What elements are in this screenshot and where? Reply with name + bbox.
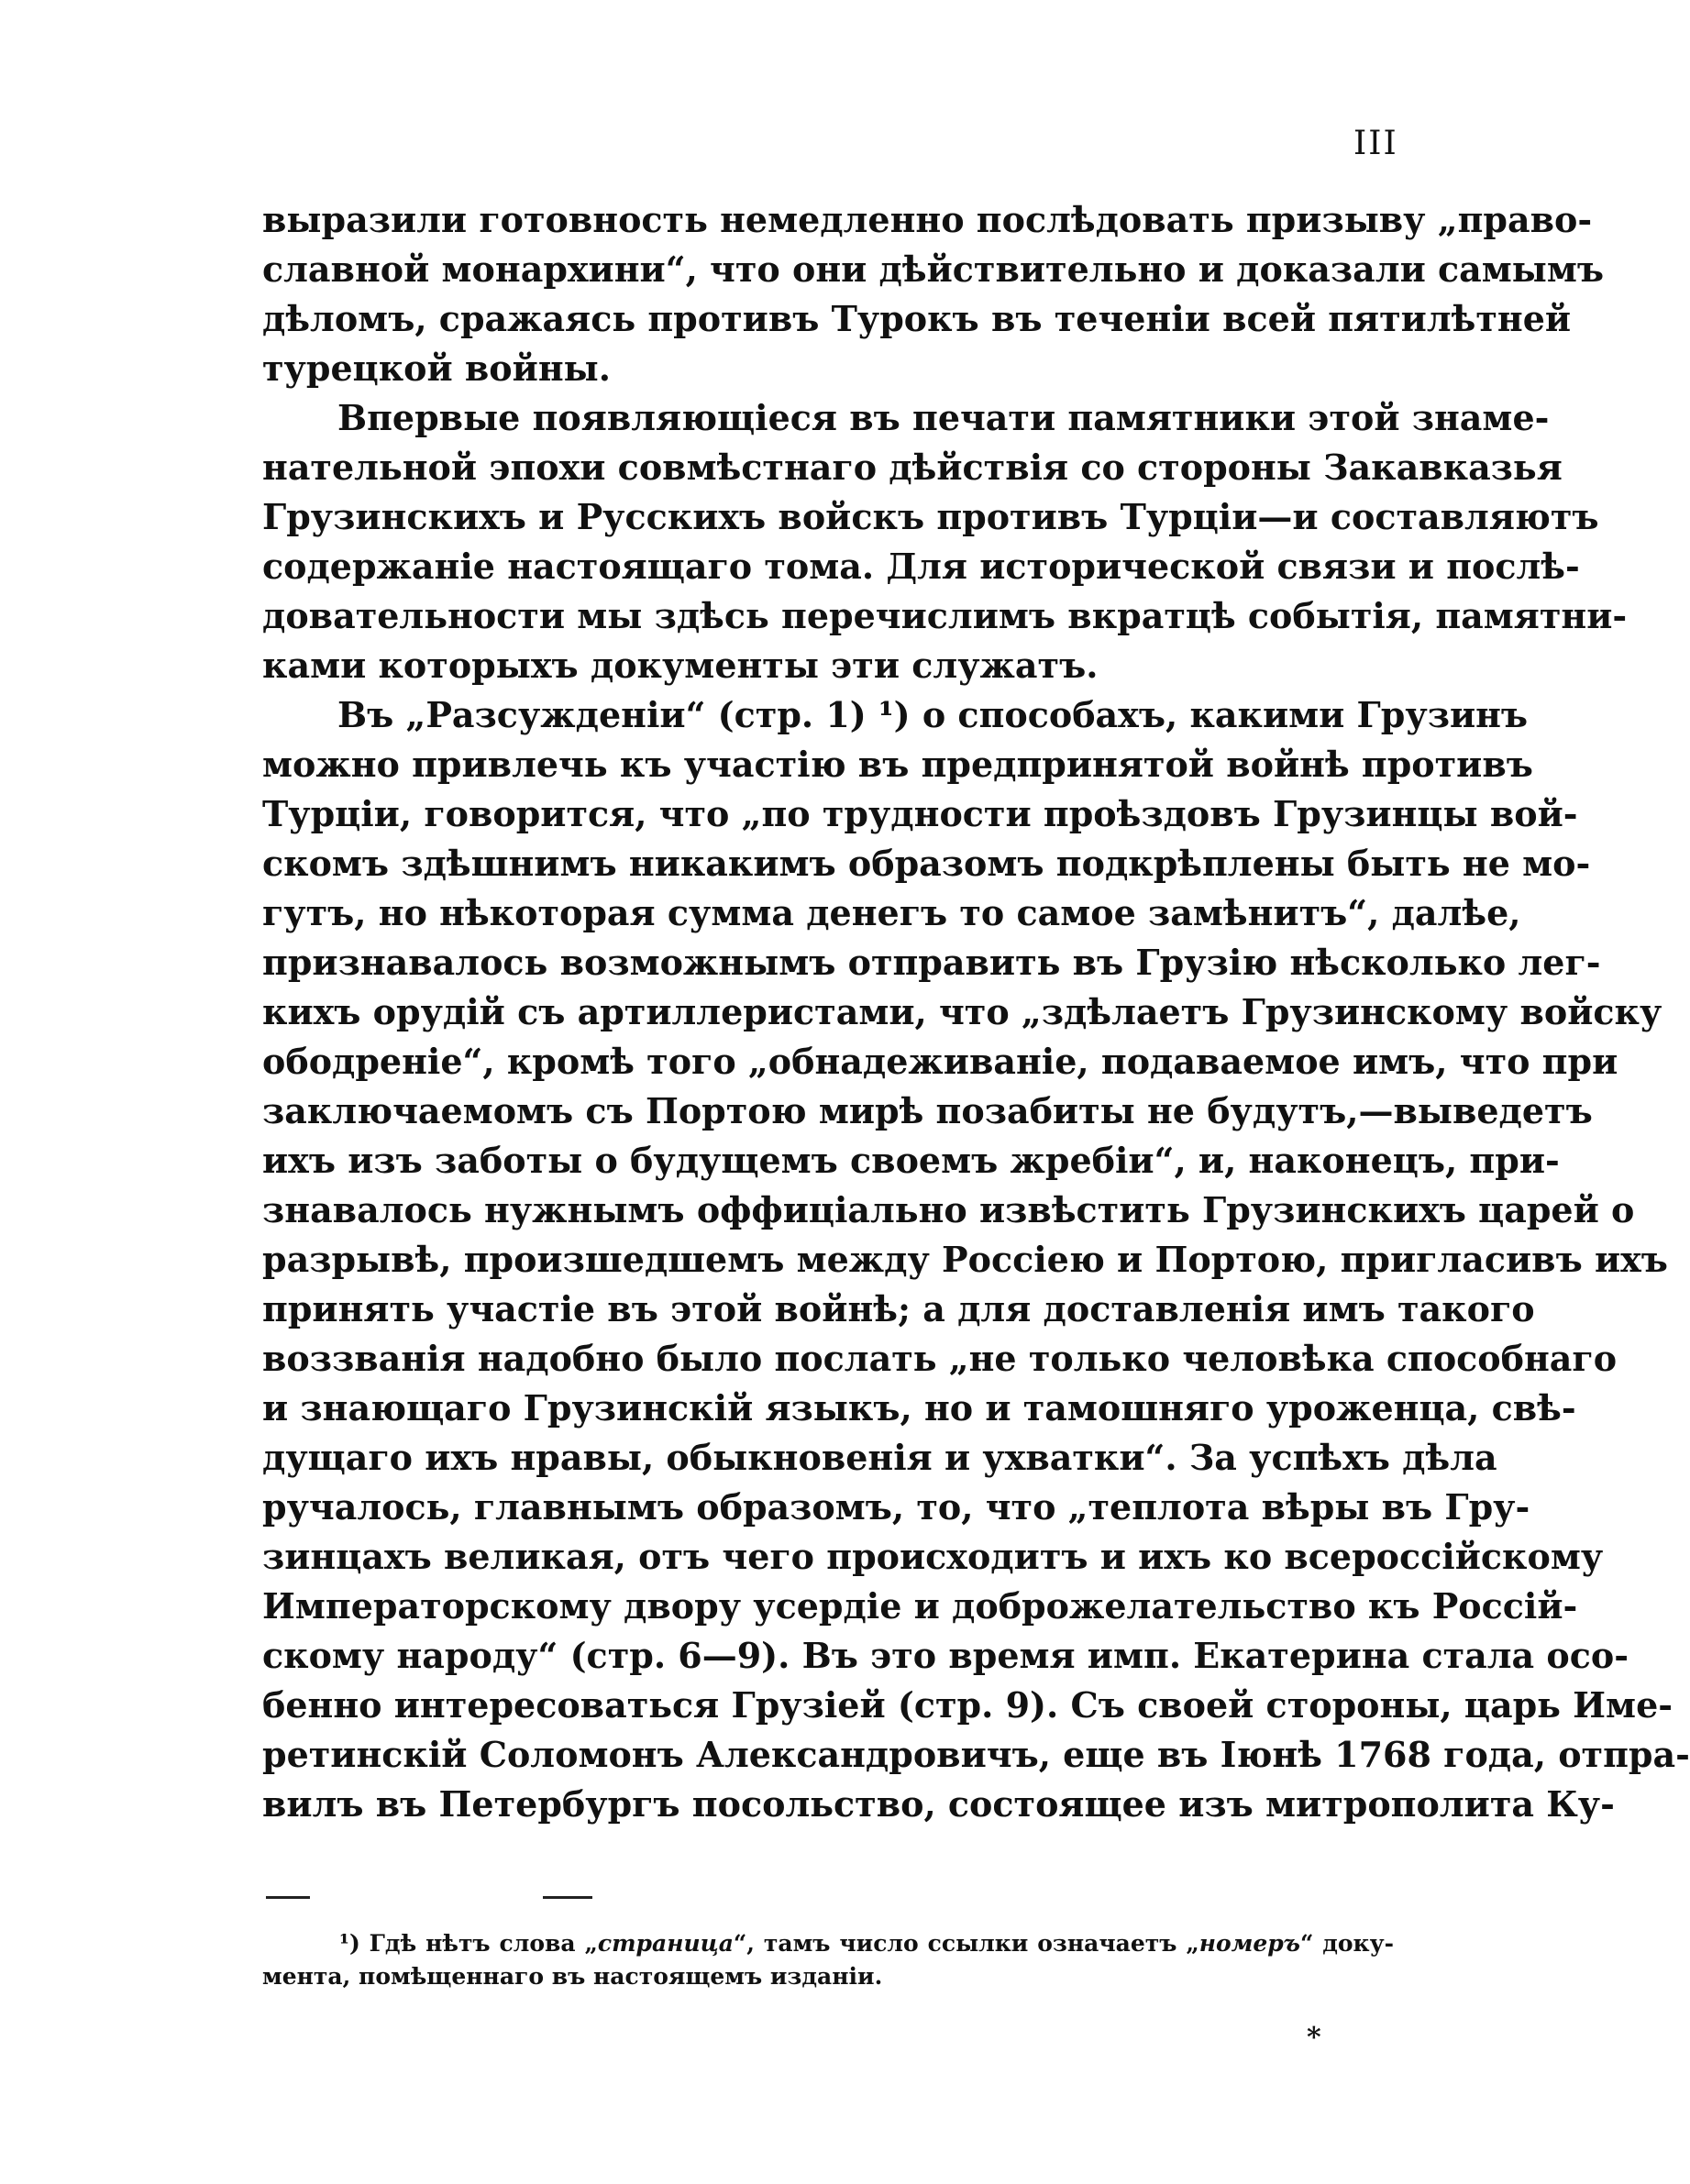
text-line: скому народу“ (стр. 6—9). Въ это время имп. Екатерина стала осо- [262, 1635, 1629, 1676]
footnote [339, 1927, 1394, 1960]
text-line: и знающаго Грузинскій языкъ, но и тамошняго уроженца, свѣ- [262, 1387, 1576, 1428]
text-line: скомъ здѣшнимъ никакимъ образомъ подкрѣплены быть не мо- [262, 843, 1591, 884]
text-line: турецкой войны. [262, 347, 611, 389]
footnote-text: Гдѣ нѣтъ слова „ [369, 1930, 598, 1957]
text-line: ихъ изъ заботы о будущемъ своемъ жребіи“, и, наконецъ, при- [262, 1140, 1560, 1181]
text-line: ободреніе“, кромѣ того „обнадеживаніе, подаваемое имъ, что при [262, 1041, 1618, 1082]
page-number: III [1353, 125, 1398, 162]
text-line: разрывѣ, произшедшемъ между Россіею и Портою, пригласивъ ихъ [262, 1239, 1668, 1280]
footnote-text: “, тамъ число ссылки означаетъ „ [733, 1930, 1199, 1957]
text-line: ретинскій Соломонъ Александровичъ, еще въ Іюнѣ 1768 года, отпра- [262, 1734, 1690, 1775]
text-line: вилъ въ Петербургъ посольство, состоящее изъ митрополита Ку- [262, 1783, 1615, 1825]
text-line: Впервые появляющіеся въ печати памятники этой знаме- [337, 397, 1550, 438]
footnote-marker: ¹) [339, 1930, 360, 1957]
text-line: дѣломъ, сражаясь противъ Турокъ въ теченіи всей пятилѣтней [262, 298, 1572, 339]
text-line: принять участіе въ этой войнѣ; а для доставленія имъ такого [262, 1288, 1535, 1329]
text-line: зинцахъ великая, отъ чего происходитъ и ихъ ко всероссійскому [262, 1536, 1604, 1577]
text-line: заключаемомъ съ Портою мирѣ позабиты не будутъ,—выведетъ [262, 1090, 1593, 1131]
text-line: признавалось возможнымъ отправить въ Грузію нѣсколько лег- [262, 942, 1601, 983]
text-line: Грузинскихъ и Русскихъ войскъ противъ Турціи—и составляютъ [262, 496, 1599, 537]
footnote-line: мента, помѣщеннаго въ настоящемъ изданіи. [262, 1963, 883, 1990]
text-line: бенно интересоваться Грузіей (стр. 9). Съ своей стороны, царь Име- [262, 1684, 1673, 1726]
text-line: нательной эпохи совмѣстнаго дѣйствія со стороны Закавказья [262, 447, 1563, 488]
text-line: Турціи, говорится, что „по трудности проѣздовъ Грузинцы вой- [262, 793, 1578, 834]
signature-mark: * [1307, 2022, 1321, 2054]
text-line: можно привлечь къ участію въ предпринятой войнѣ противъ [262, 744, 1533, 785]
text-line: гутъ, но нѣкоторая сумма денегъ то самое замѣнитъ“, далѣе, [262, 892, 1521, 933]
text-line: ками которыхъ документы эти служатъ. [262, 645, 1099, 686]
text-line: содержаніе настоящаго тома. Для исторической связи и послѣ- [262, 546, 1580, 587]
footnote-separator [543, 1896, 592, 1899]
text-line: воззванія надобно было послать „не только человѣка способнаго [262, 1338, 1618, 1379]
text-line: дущаго ихъ нравы, обыкновенія и ухватки“. За успѣхъ дѣла [262, 1437, 1497, 1478]
text-line: славной монархини“, что они дѣйствительно и доказали самымъ [262, 248, 1604, 290]
footnote-separator [266, 1896, 310, 1899]
footnote-italic: страница [597, 1930, 734, 1957]
footnote-italic: номеръ [1198, 1930, 1300, 1957]
text-line: выразили готовность немедленно послѣдовать призыву „право- [262, 199, 1593, 240]
text-line: ручалось, главнымъ образомъ, то, что „теплота вѣры въ Гру- [262, 1486, 1530, 1528]
text-line: Въ „Разсужденіи“ (стр. 1) ¹) о способахъ, какими Грузинъ [337, 694, 1529, 735]
footnote-text: “ доку- [1299, 1930, 1394, 1957]
text-line: Императорскому двору усердіе и доброжелательство къ Россій- [262, 1585, 1578, 1627]
text-line: кихъ орудій съ артиллеристами, что „здѣлаетъ Грузинскому войску [262, 991, 1662, 1032]
text-line: знавалось нужнымъ оффиціально извѣстить Грузинскихъ царей о [262, 1189, 1635, 1230]
text-line: довательности мы здѣсь перечислимъ вкратцѣ событія, памятни- [262, 595, 1628, 636]
